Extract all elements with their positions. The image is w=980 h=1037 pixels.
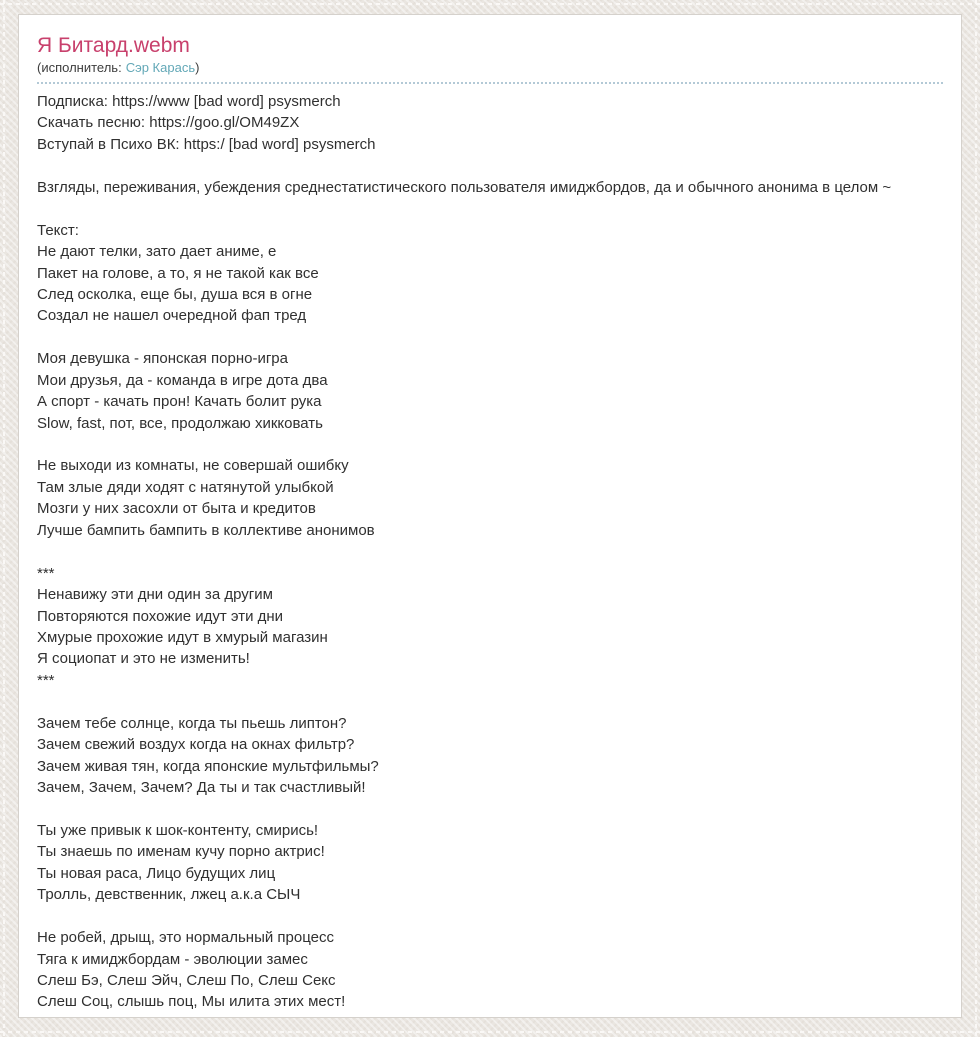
lyrics-blank-line [37,541,943,562]
lyrics-line: Зачем тебе солнце, когда ты пьешь липтон? [37,714,347,732]
lyrics-blank-line [37,327,943,348]
lyrics-line: Создал не нашел очередной фап тред [37,307,307,325]
lyrics-line: Пакет на голове, а то, я не такой как все [37,264,319,282]
lyrics-line: Подписка: https://www [bad word] psysmerch [37,93,341,110]
lyrics-line: Слеш Бэ, Слеш Эйч, Слеш По, Слеш Секс [37,971,336,989]
lyrics-line: Не выходи из комнаты, не совершай ошибку [37,457,349,475]
lyrics-line: Текст: [37,221,79,239]
lyrics-line: Не робей, дрыщ, это нормальный процесс [37,929,334,947]
lyrics-line: *** [37,564,55,582]
artist-suffix: ) [195,60,200,75]
lyrics-line: Тяга к имиджбордам - эволюции замес [37,950,308,968]
lyrics-line: Ты уже привык к шок-контенту, смирись! [37,821,319,839]
lyrics-line: Хмурые прохожие идут в хмурый магазин [37,628,328,646]
artist-prefix: (исполнитель: [37,60,122,75]
lyrics-line: Там злые дяди ходят с натянутой улыбкой [37,478,334,496]
lyrics-line: Скачать песню: https://goo.gl/OM49ZX [37,114,300,132]
lyrics-blank-line [37,798,943,819]
stitch-line-top [0,3,980,5]
lyrics-line: *** [37,671,55,689]
lyrics-line: Мозги у них засохли от быта и кредитов [37,500,316,518]
lyrics-line: Не дают телки, зато дает аниме, е [37,243,277,261]
lyrics-line: Я социопат и это не изменить! [37,650,250,668]
lyrics-blank-line [37,434,943,455]
lyrics-line: Повторяются похожие идут эти дни [37,607,284,625]
lyrics-line: Slow, fast, пот, все, продолжаю хикковать [37,414,323,432]
lyrics-text [37,91,943,1013]
stitch-line-right [975,0,977,1037]
lyrics-line: Вступай в Психо ВК: https:/ [bad word] psysmerch [37,135,376,153]
lyrics-line: Ненавижу эти дни один за другим [37,586,273,604]
lyrics-line: След осколка, еще бы, душа вся в огне [37,285,313,303]
song-title: Я Битард.webm [37,34,190,57]
lyrics-line: Ты знаешь по именам кучу порно актрис! [37,843,325,861]
artist-link[interactable]: Сэр Карась [125,60,196,75]
lyrics-line: Зачем свежий воздух когда на окнах фильтр? [37,736,355,754]
lyrics-card [18,14,962,1018]
artist-line [37,59,943,76]
lyrics-line: Взгляды, переживания, убеждения среднестатистического пользователя имиджбордов, да и обычного анонима в целом ~ [37,178,892,196]
lyrics-blank-line [37,691,943,712]
lyrics-line: Тролль, девственник, лжец а.к.а СЫЧ [37,886,301,904]
lyrics-line: Зачем живая тян, когда японские мультфильмы? [37,757,379,775]
lyrics-blank-line [37,155,943,176]
lyrics-line: А спорт - качать прон! Качать болит рука [37,393,322,411]
lyrics-blank-line [37,198,943,219]
lyrics-line: Ты новая раса, Лицо будущих лиц [37,864,276,882]
lyrics-line: Моя девушка - японская порно-игра [37,350,288,368]
stitch-line-left [3,0,5,1037]
lyrics-line: Мои друзья, да - команда в игре дота два [37,371,328,389]
lyrics-line: Слеш Соц, слышь поц, Мы илита этих мест! [37,993,346,1011]
lyrics-line: Зачем, Зачем, Зачем? Да ты и так счастливый! [37,779,366,796]
lyrics-line: Лучше бампить бампить в коллективе анонимов [37,521,375,539]
lyrics-blank-line [37,906,943,927]
stitch-line-bottom [0,1031,980,1033]
card-header [37,35,943,84]
